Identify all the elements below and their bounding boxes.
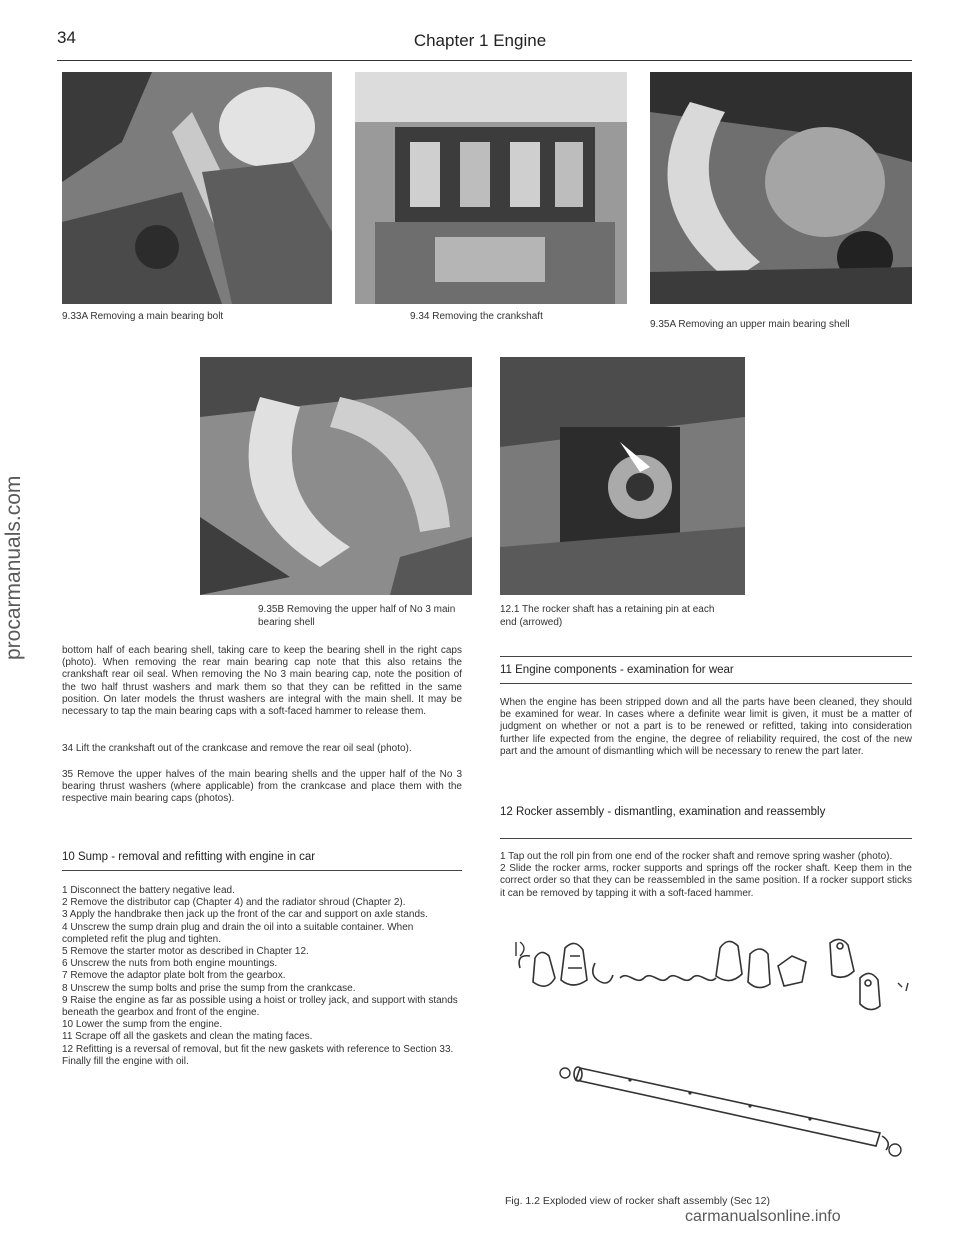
photo-caption: 9.33A Removing a main bearing bolt — [62, 311, 224, 322]
photo-caption: 9.34 Removing the crankshaft — [410, 311, 543, 322]
side-watermark: procarmanuals.com — [2, 475, 25, 660]
step: 1 Disconnect the battery negative lead. — [62, 885, 235, 896]
photo-caption: 9.35A Removing an upper main bearing shell — [650, 319, 850, 330]
section-10-heading: 10 Sump - removal and refitting with engine in car — [62, 851, 316, 863]
section-rule — [500, 838, 912, 839]
page-number: 34 — [57, 28, 76, 47]
step: 6 Unscrew the nuts from both engine mountings. — [62, 958, 278, 970]
photo-rocker-shaft-pin — [500, 357, 745, 595]
step: 7 Remove the adaptor plate bolt from the gearbox. — [62, 970, 286, 982]
chapter-title: Chapter 1 Engine — [413, 31, 547, 50]
section-rule — [500, 656, 912, 657]
step: 11 Scrape off all the gaskets and clean the mating faces. — [62, 1031, 313, 1043]
section-12-heading: 12 Rocker assembly - dismantling, examination and reassembly — [500, 806, 826, 818]
photo-main-bearing-bolt — [62, 72, 332, 304]
step: 3 Apply the handbrake then jack up the front of the car and support on axle stands. — [62, 909, 428, 921]
step: 12 Refitting is a reversal of removal, but fit the new gaskets with reference to Section 33. Finally fill the engine with oil. — [62, 1043, 454, 1067]
header-rule — [57, 60, 912, 61]
step: 4 Unscrew the sump drain plug and drain the oil into a suitable container. When completed refit the plug and tighten. — [62, 921, 414, 945]
section-rule — [500, 683, 912, 684]
section-12-steps — [500, 851, 912, 900]
step: 5 Remove the starter motor as described in Chapter 12. — [62, 946, 309, 958]
step: 10 Lower the sump from the engine. — [62, 1019, 223, 1031]
step: 1 Tap out the roll pin from one end of the rocker shaft and remove spring washer (photo). — [500, 851, 893, 862]
step: 8 Unscrew the sump bolts and prise the sump from the crankcase. — [62, 982, 356, 994]
section-10-steps — [62, 885, 462, 1068]
paragraph-35: 35 Remove the upper halves of the main bearing shells and the upper half of the No 3 bearing thrust washers (where applicable) from the crankcase and place them with the respective main bearing caps (photos). — [62, 769, 462, 805]
photo-upper-main-bearing — [650, 72, 912, 304]
footer-watermark: carmanualsonline.info — [685, 1208, 841, 1225]
step: 2 Remove the distributor cap (Chapter 4) and the radiator shroud (Chapter 2). — [62, 897, 406, 909]
figure-caption: Fig. 1.2 Exploded view of rocker shaft assembly (Sec 12) — [505, 1195, 770, 1207]
section-rule — [62, 870, 462, 871]
photo-caption: 9.35B Removing the upper half of No 3 main bearing shell — [258, 604, 456, 628]
photo-no3-bearing-shell — [200, 357, 472, 595]
rocker-shaft-figure — [510, 928, 910, 1178]
photo-crankshaft — [355, 72, 627, 304]
section-11-paragraph: When the engine has been stripped down and all the parts have been cleaned, they should be examined for wear. In cases where a definite wear limit is given, it must be a matter of judgment on whether or not a part is to be renewed or refitted, taking into consideration further life expected from the engine, the degree of reliability required, the cost of the new part and the amount of dismantling which will be necessary to renew the part later. — [500, 697, 912, 757]
paragraph-34: 34 Lift the crankshaft out of the crankcase and remove the rear oil seal (photo). — [62, 743, 412, 754]
step: 2 Slide the rocker arms, rocker supports and springs off the rocker shaft. Keep them in the correct order so that they can be reassembled in the same position. If a rocker support sticks it can be removed by tapping it with a soft-faced hammer. — [500, 863, 912, 899]
section-11-heading: 11 Engine components - examination for wear — [500, 664, 734, 676]
photo-caption: 12.1 The rocker shaft has a retaining pin at each end (arrowed) — [500, 604, 715, 628]
step: 9 Raise the engine as far as possible using a hoist or trolley jack, and support with stands beneath the gearbox and front of the engine. — [62, 994, 458, 1019]
intro-paragraph: bottom half of each bearing shell, taking care to keep the bearing shell in the right caps (photo). When removing the rear main bearing cap note that this also retains the crankshaft rear oil seal. When removing the No 3 main bearing cap, note the position of the two half thrust washers and mark them so that they can be refitted in the same position. On later models the thrust washers are integral with the main shell. It may be necessary to tap the main bearing caps with a soft-faced hammer to release them. — [62, 645, 462, 718]
